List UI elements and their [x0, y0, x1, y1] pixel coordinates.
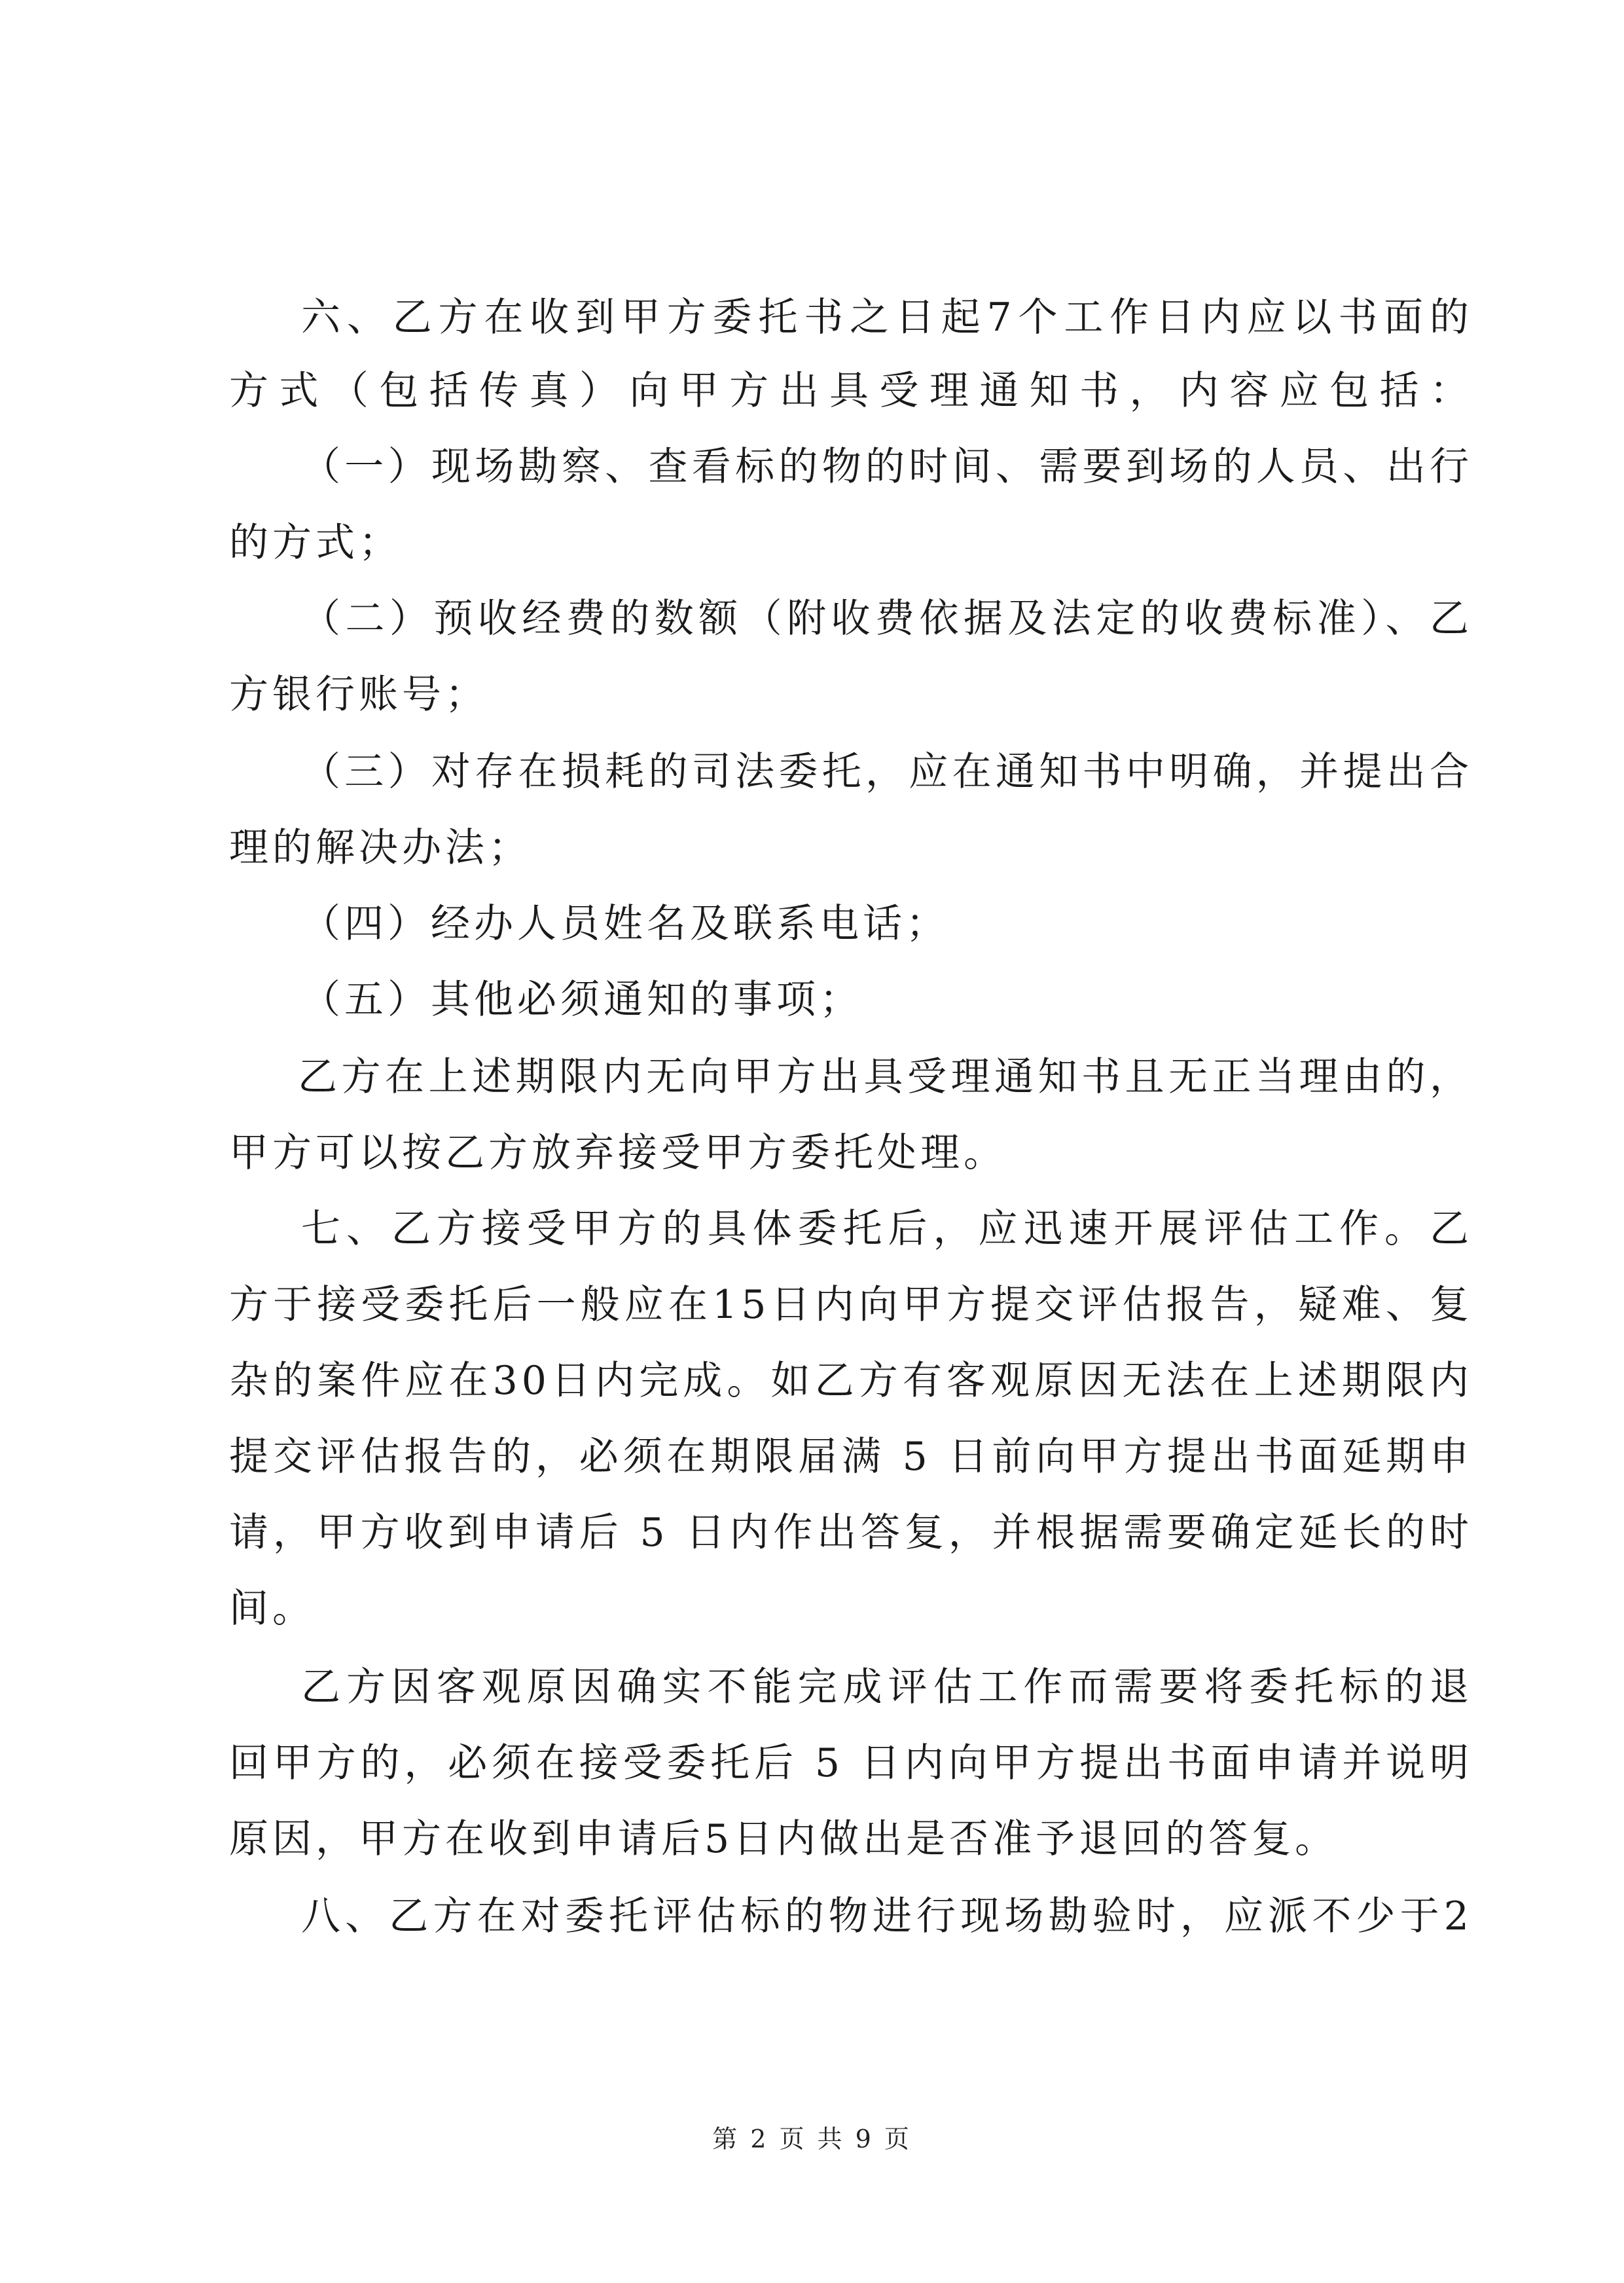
text-line: 间。 — [229, 1586, 316, 1632]
text-line: （五）其他必须通知的事项； — [301, 977, 863, 1023]
text-line: 杂的案件应在30日内完成。如乙方有客观原因无法在上述期限内 — [229, 1358, 1473, 1404]
text-line: 八、乙方在对委托评估标的物进行现场勘验时，应派不少于2 — [301, 1893, 1473, 1939]
text-line: （四）经办人员姓名及联系电话； — [301, 901, 949, 947]
text-line: （二）预收经费的数额（附收费依据及法定的收费标准）、乙 — [301, 596, 1473, 642]
text-line: 方于接受委托后一般应在15日内向甲方提交评估报告，疑难、复 — [229, 1282, 1473, 1328]
text-line: 六、乙方在收到甲方委托书之日起7个工作日内应以书面的 — [301, 295, 1473, 340]
text-line: 回甲方的，必须在接受委托后 5 日内向甲方提出书面申请并说明 — [229, 1740, 1473, 1786]
text-line: 乙方因客观原因确实不能完成评估工作而需要将委托标的退 — [301, 1664, 1473, 1710]
text-line: 提交评估报告的，必须在期限届满 5 日前向甲方提出书面延期申 — [229, 1434, 1473, 1480]
text-line: 请，甲方收到申请后 5 日内作出答复，并根据需要确定延长的时 — [229, 1510, 1473, 1556]
text-line: 理的解决办法； — [229, 825, 532, 871]
text-line: 方银行账号； — [229, 672, 488, 718]
text-line: 原因，甲方在收到申请后5日内做出是否准予退回的答复。 — [229, 1816, 1339, 1862]
text-line: 甲方可以按乙方放弃接受甲方委托处理。 — [229, 1130, 1007, 1176]
page-number-footer: 第 2 页 共 9 页 — [712, 2125, 912, 2153]
text-line: 的方式； — [229, 520, 402, 566]
text-line: 方式（包括传真）向甲方出具受理通知书，内容应包括： — [229, 368, 1473, 414]
text-line: 七、乙方接受甲方的具体委托后，应迅速开展评估工作。乙 — [301, 1206, 1473, 1252]
text-line: 乙方在上述期限内无向甲方出具受理通知书且无正当理由的， — [298, 1054, 1473, 1100]
text-line: （三）对存在损耗的司法委托，应在通知书中明确，并提出合 — [301, 749, 1473, 795]
text-line: （一）现场勘察、查看标的物的时间、需要到场的人员、出行 — [301, 444, 1473, 490]
